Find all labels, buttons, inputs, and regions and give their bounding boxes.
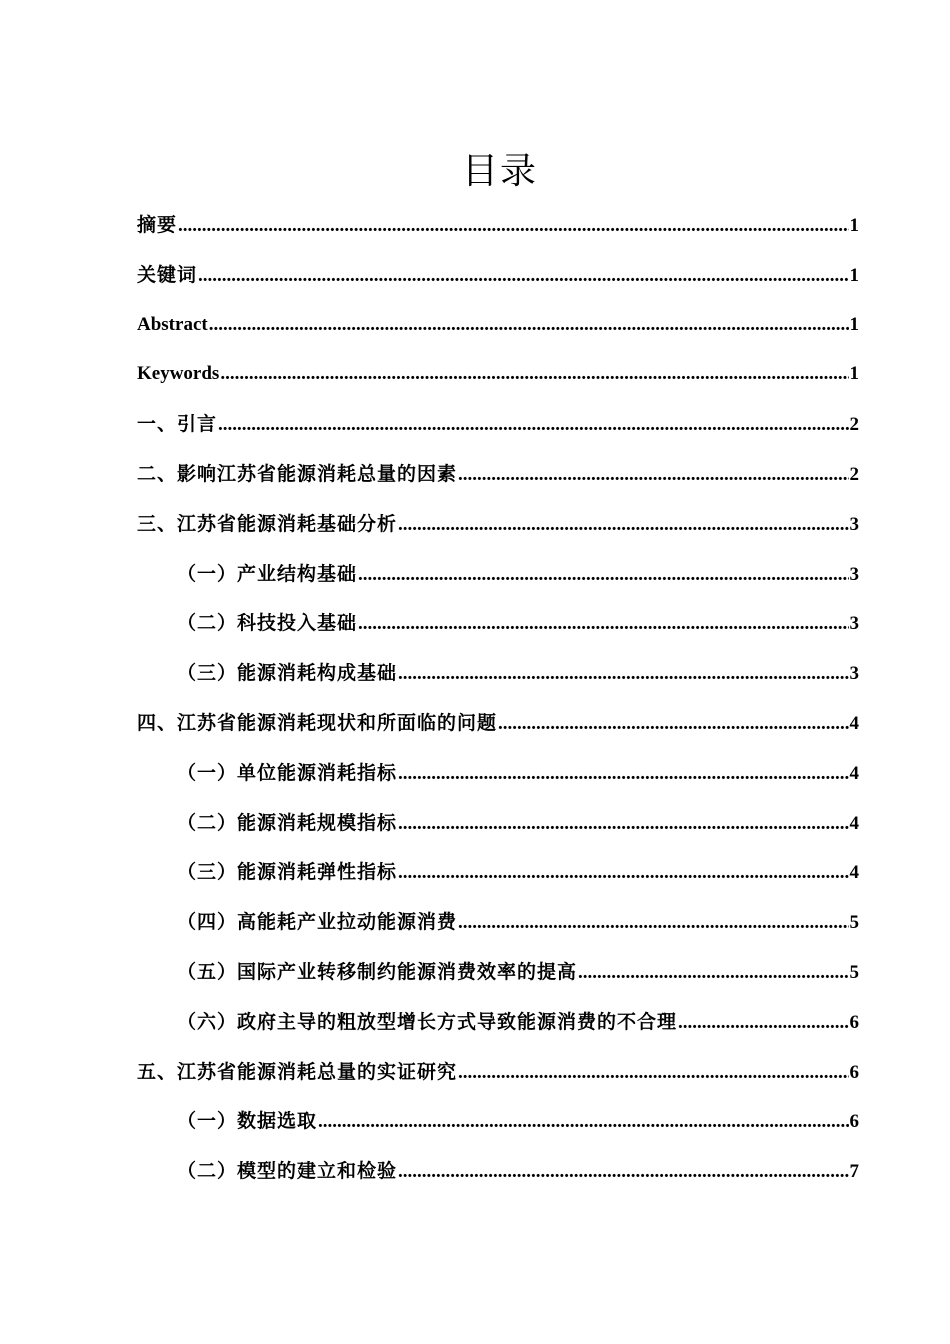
toc-entry[interactable] [137, 1050, 859, 1100]
toc-page-number: 1 [849, 313, 859, 335]
toc-page-number: 4 [849, 762, 859, 784]
toc-entry[interactable] [137, 402, 859, 452]
toc-dot-leader [458, 901, 848, 945]
toc-dot-leader [398, 802, 848, 846]
toc-page-number: 4 [849, 812, 859, 834]
toc-page-number: 5 [849, 961, 859, 983]
toc-dot-leader [398, 1150, 848, 1194]
toc-entry-label: （六）政府主导的粗放型增长方式导致能源消费的不合理 [177, 1010, 678, 1033]
toc-entry[interactable] [137, 303, 859, 353]
toc-entry-label: （一）单位能源消耗指标 [177, 761, 398, 784]
toc-page-number: 2 [849, 463, 859, 485]
toc-entry-label: 五、江苏省能源消耗总量的实证研究 [137, 1060, 458, 1083]
toc-entry[interactable] [137, 253, 859, 303]
toc-dot-leader [358, 553, 848, 597]
toc-dot-leader [318, 1100, 848, 1144]
toc-dot-leader [458, 1051, 848, 1095]
toc-dot-leader [398, 652, 848, 696]
toc-dot-leader [178, 204, 848, 248]
toc-page-number: 1 [849, 215, 859, 236]
toc-dot-leader [358, 602, 848, 646]
toc-page-number: 3 [849, 613, 859, 635]
toc-page-number: 3 [849, 663, 859, 685]
toc-entry[interactable] [137, 552, 859, 602]
toc-entry-label: （三）能源消耗构成基础 [177, 662, 398, 685]
toc-dot-leader [398, 851, 848, 895]
toc-entry-label: （一）数据选取 [177, 1110, 318, 1133]
toc-entry[interactable] [137, 1099, 859, 1149]
table-of-contents [137, 203, 859, 1199]
toc-entry-label: 三、江苏省能源消耗基础分析 [137, 512, 398, 535]
toc-page-number: 7 [849, 1161, 859, 1183]
toc-entry-label: Abstract [137, 313, 208, 335]
toc-dot-leader [678, 1001, 848, 1045]
page-title: 目录 [461, 151, 538, 193]
toc-entry-label: （三）能源消耗弹性指标 [177, 861, 398, 884]
toc-entry[interactable] [137, 701, 859, 751]
toc-entry[interactable] [137, 1149, 859, 1199]
toc-page-number: 6 [849, 1111, 859, 1133]
toc-entry[interactable] [137, 452, 859, 502]
toc-dot-leader [458, 453, 848, 497]
toc-entry[interactable] [137, 950, 859, 1000]
toc-entry[interactable] [137, 1000, 859, 1050]
toc-dot-leader [398, 503, 848, 547]
toc-entry[interactable] [137, 751, 859, 801]
toc-entry-label: （二）模型的建立和检验 [177, 1160, 398, 1183]
toc-entry[interactable] [137, 801, 859, 851]
toc-page-number: 1 [849, 264, 859, 286]
toc-dot-leader [218, 403, 848, 447]
toc-page-number: 5 [849, 912, 859, 934]
toc-page-number: 4 [849, 862, 859, 884]
toc-entry-label: （五）国际产业转移制约能源消费效率的提高 [177, 960, 578, 983]
toc-page-number: 1 [849, 363, 859, 385]
toc-entry-label: 四、江苏省能源消耗现状和所面临的问题 [137, 711, 498, 734]
toc-page-number: 3 [849, 563, 859, 585]
toc-entry[interactable] [137, 850, 859, 900]
toc-entry-label: 摘要 [137, 214, 178, 236]
toc-dot-leader [498, 702, 848, 746]
toc-entry[interactable] [137, 203, 859, 253]
toc-page-number: 3 [849, 513, 859, 535]
toc-entry-label: 二、影响江苏省能源消耗总量的因素 [137, 462, 458, 485]
toc-entry-label: Keywords [137, 363, 220, 385]
toc-entry[interactable] [137, 352, 859, 402]
toc-page-number: 4 [849, 712, 859, 734]
toc-entry[interactable] [137, 900, 859, 950]
toc-dot-leader [209, 303, 849, 347]
toc-entry-label: 关键词 [137, 263, 198, 286]
toc-entry[interactable] [137, 601, 859, 651]
toc-page-number: 6 [849, 1011, 859, 1033]
toc-dot-leader [398, 752, 848, 796]
toc-entry[interactable] [137, 651, 859, 701]
toc-dot-leader [220, 352, 848, 396]
toc-dot-leader [198, 254, 848, 298]
toc-entry-label: 一、引言 [137, 413, 218, 436]
toc-page-number: 2 [849, 414, 859, 436]
toc-entry-label: （一）产业结构基础 [177, 562, 358, 585]
toc-entry-label: （二）能源消耗规模指标 [177, 811, 398, 834]
toc-entry-label: （二）科技投入基础 [177, 612, 358, 635]
toc-dot-leader [578, 951, 848, 995]
toc-entry[interactable] [137, 502, 859, 552]
toc-entry-label: （四）高能耗产业拉动能源消费 [177, 911, 458, 934]
toc-page-number: 6 [849, 1061, 859, 1083]
